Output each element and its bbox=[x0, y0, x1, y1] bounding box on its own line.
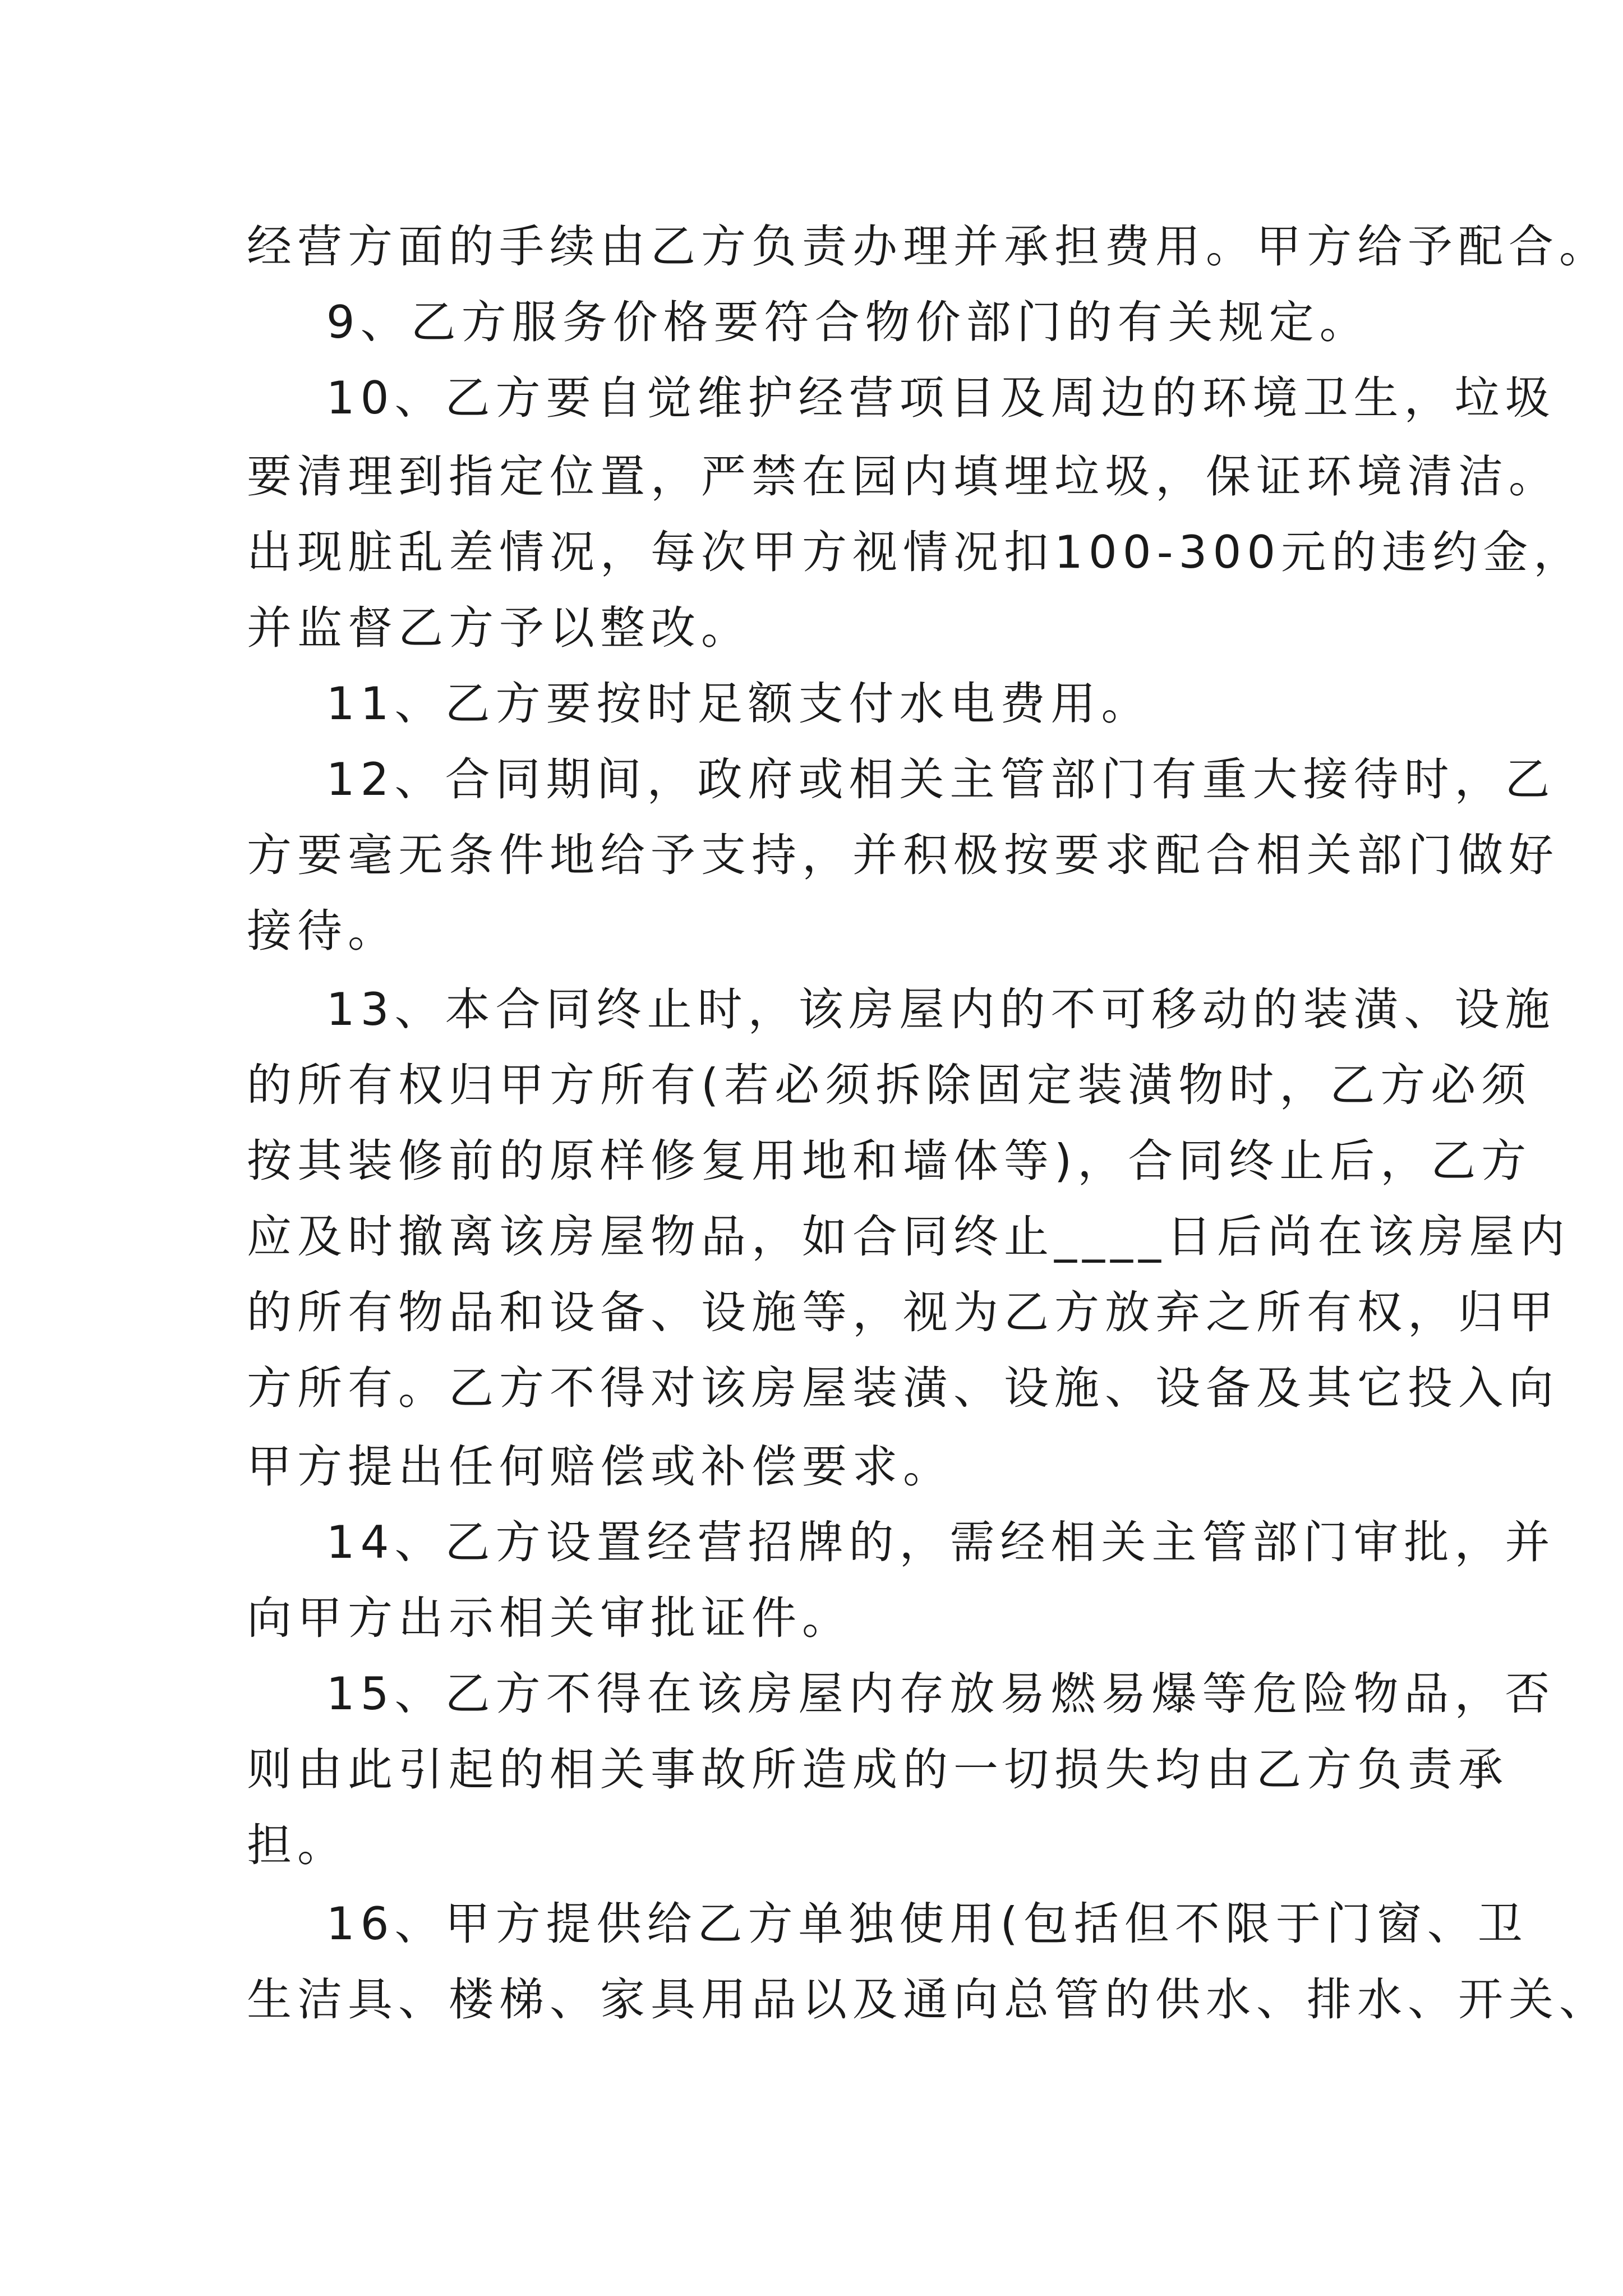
text-line: 生洁具、楼梯、家具用品以及通向总管的供水、排水、开关、 bbox=[247, 1973, 1610, 2026]
text-line: 方要毫无条件地给予支持，并积极按要求配合相关部门做好 bbox=[247, 829, 1559, 881]
text-line: 11、乙方要按时足额支付水电费用。 bbox=[247, 678, 1152, 730]
text-line: 并监督乙方予以整改。 bbox=[247, 602, 751, 654]
text-line: 甲方提出任何赔偿或补偿要求。 bbox=[247, 1441, 953, 1493]
text-line: 12、合同期间，政府或相关主管部门有重大接待时，乙 bbox=[247, 753, 1556, 806]
text-line: 15、乙方不得在该房屋内存放易燃易爆等危险物品，否 bbox=[247, 1668, 1556, 1720]
text-line: 要清理到指定位置，严禁在园内填埋垃圾，保证环境清洁。 bbox=[247, 450, 1559, 503]
text-line: 方所有。乙方不得对该房屋装潢、设施、设备及其它投入向 bbox=[247, 1362, 1559, 1414]
text-line: 13、本合同终止时，该房屋内的不可移动的装潢、设施 bbox=[247, 983, 1556, 1036]
text-line: 的所有权归甲方所有(若必须拆除固定装潢物时，乙方必须 bbox=[247, 1059, 1532, 1111]
text-line: 按其装修前的原样修复用地和墙体等)，合同终止后，乙方 bbox=[247, 1135, 1532, 1187]
text-line: 16、甲方提供给乙方单独使用(包括但不限于门窗、卫 bbox=[247, 1898, 1528, 1950]
text-line: 担。 bbox=[247, 1819, 348, 1871]
text-line: 应及时撤离该房屋物品，如合同终止____日后尚在该房屋内 bbox=[247, 1211, 1570, 1263]
text-line: 向甲方出示相关审批证件。 bbox=[247, 1592, 852, 1644]
text-line: 14、乙方设置经营招牌的，需经相关主管部门审批，并 bbox=[247, 1516, 1556, 1568]
text-line: 接待。 bbox=[247, 905, 398, 957]
text-line: 出现脏乱差情况，每次甲方视情况扣100-300元的违约金， bbox=[247, 526, 1584, 578]
text-line: 的所有物品和设备、设施等，视为乙方放弃之所有权，归甲 bbox=[247, 1286, 1559, 1338]
text-line: 10、乙方要自觉维护经营项目及周边的环境卫生，垃圾 bbox=[247, 372, 1556, 424]
text-line: 经营方面的手续由乙方负责办理并承担费用。甲方给予配合。 bbox=[247, 220, 1610, 273]
text-line: 则由此引起的相关事故所造成的一切损失均由乙方负责承 bbox=[247, 1743, 1509, 1796]
text-line: 9、乙方服务价格要符合物价部门的有关规定。 bbox=[247, 296, 1370, 348]
